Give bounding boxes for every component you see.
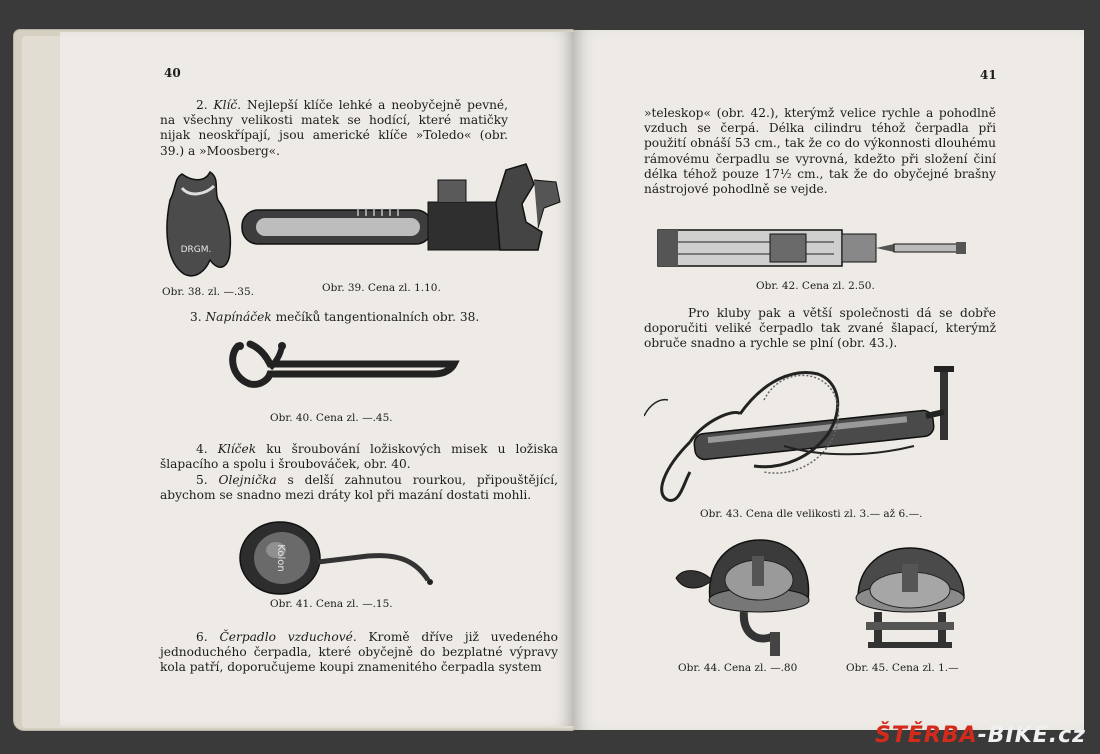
right-page <box>574 30 1084 730</box>
item-number: 3. <box>190 310 202 324</box>
item-number: 6. <box>196 630 208 644</box>
caption-fig-43: Obr. 43. Cena dle velikosti zl. 3.— až 6.—. <box>700 508 923 520</box>
item-number: 4. <box>196 442 208 456</box>
figure-39-illustration <box>238 162 578 262</box>
paragraph-olejnicka <box>160 473 558 503</box>
paragraph-klicek <box>160 442 558 472</box>
item-body: ku šroubování ložiskových misek u ložiska šlapacího a spolu i šroubováček, obr. 40. <box>160 442 559 472</box>
paragraph-klic <box>160 98 508 159</box>
caption-fig-42: Obr. 42. Cena zl. 2.50. <box>756 280 875 292</box>
item-title: Čerpadlo vzduchové. <box>219 630 357 644</box>
watermark-part2: -BIKE.cz <box>977 723 1086 748</box>
figure-43-illustration <box>644 360 1004 510</box>
item-title: Napínáček <box>205 310 272 324</box>
item-body: s delší zahnutou rourkou, připouštějící, abychom se snadno mezi dráty kol při mazání dostati mohli. <box>160 473 559 503</box>
item-body: mečíků tangentionalních obr. 38. <box>275 310 480 324</box>
figure-44-illustration <box>672 536 822 660</box>
paragraph-cerpadlo <box>160 630 558 676</box>
item-number: 2. <box>196 98 208 112</box>
paragraph-napinacek <box>190 310 520 325</box>
watermark-part1: ŠTĚRBA <box>875 723 978 748</box>
figure-38-illustration <box>160 170 232 280</box>
item-title: Klíč. <box>213 98 242 112</box>
item-title: Klíček <box>217 442 257 456</box>
right-page-number: 41 <box>980 68 997 82</box>
figure-45-illustration <box>852 546 968 656</box>
caption-fig-44: Obr. 44. Cena zl. —.80 <box>678 662 798 674</box>
item-body: Kromě dříve již uvedeného jednoduchého čerpadla, které obyčejně do bezplatné výpravy kola patří, doporučujeme koupi znamenitého čerpadla system <box>160 630 558 675</box>
left-page <box>60 32 574 726</box>
figure-41-illustration <box>238 518 448 598</box>
item-number: 5. <box>196 473 208 487</box>
item-title: Olejnička <box>218 473 277 487</box>
drgm-stamp: DRGM. <box>180 245 212 255</box>
item-body: Nejlepší klíče lehké a neobyčejně pevné, na všechny velikosti matek se hodící, které matičky nijak neoskřípají, jsou americké klíče »Toledo« (obr. 39.) a »Moosberg«. <box>160 98 509 158</box>
paragraph-slapaci-cerpadlo: Pro kluby pak a větší společnosti dá se dobře doporučiti veliké čerpadlo tak zvané šlapací, kterýmž obruče snadno a rychle se plní (obr. 43.). <box>644 306 996 351</box>
caption-fig-38: Obr. 38. zl. —.35. <box>162 286 255 298</box>
caption-fig-39: Obr. 39. Cena zl. 1.10. <box>322 282 441 294</box>
caption-fig-45: Obr. 45. Cena zl. 1.— <box>846 662 959 674</box>
paragraph-teleskop: »teleskop« (obr. 42.), kterýmž velice rychle a pohodlně vzduch se čerpá. Délka cilindru téhož čerpadla při použití obnáší 53 cm., tak že co do výkonnosti dlouhému rámovému čerpadlu se vyrovná, kdežto při složení činí délka téhož pouze 17½ cm., tak že do obyčejné brašny nástrojové pohodlně se vejde. <box>644 106 996 197</box>
left-page-number: 40 <box>164 66 181 80</box>
oiler-stamp: Kolon <box>275 544 286 572</box>
figure-42-illustration <box>654 220 974 276</box>
figure-40-illustration <box>224 334 464 414</box>
site-watermark <box>875 723 1086 748</box>
caption-fig-41: Obr. 41. Cena zl. —.15. <box>270 598 393 610</box>
caption-fig-40: Obr. 40. Cena zl. —.45. <box>270 412 393 424</box>
